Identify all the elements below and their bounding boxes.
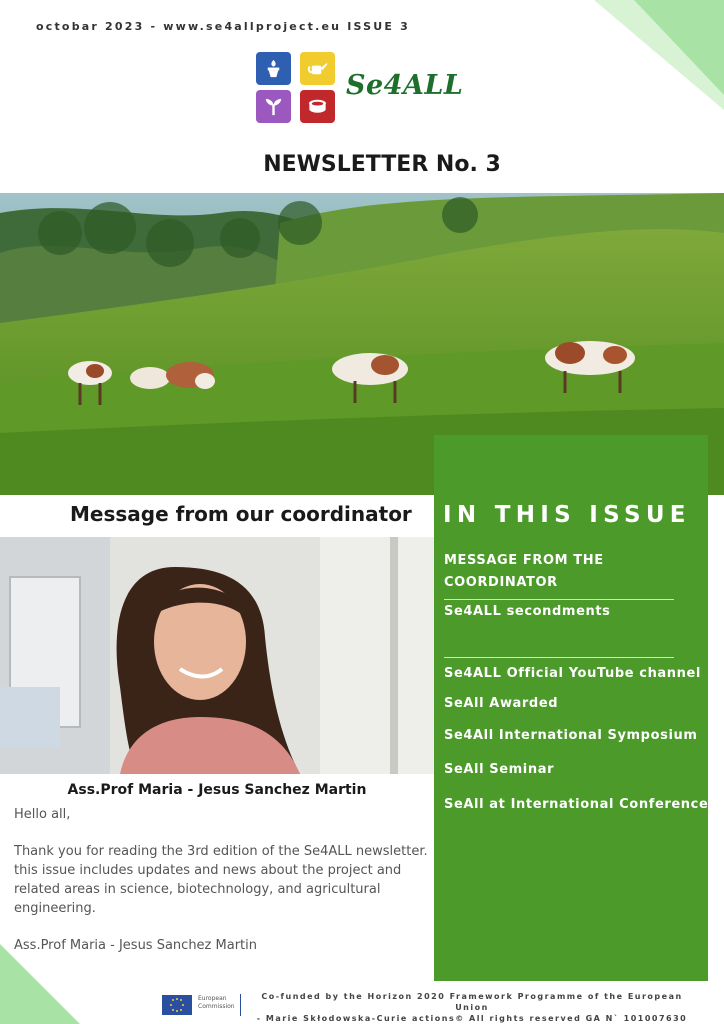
coordinator-photo — [0, 537, 434, 774]
eu-flag-icon — [162, 995, 192, 1015]
photo-caption: Ass.Prof Maria - Jesus Sanchez Martin — [67, 782, 367, 798]
issue-item-youtube: Se4ALL Official YouTube channel — [444, 666, 701, 681]
issue-item-awarded: SeAll Awarded — [444, 696, 559, 711]
separator — [444, 657, 674, 658]
greeting: Hello all, — [14, 807, 71, 822]
corner-decoration-top — [594, 0, 724, 110]
issue-item-message: MESSAGE FROM THE — [444, 553, 604, 568]
se4all-logo — [256, 52, 466, 126]
coordinator-message — [14, 805, 429, 973]
message-body: Thank you for reading the 3rd edition of the Se4ALL newsletter. this issue includes updates and news about the project and related areas in science, biotechnology, and agricultural engineering. — [14, 844, 428, 916]
eu-label-1: European — [198, 995, 227, 1002]
watering-can-icon — [300, 52, 335, 85]
footer-line-1: Co-funded by the Horizon 2020 Framework Programme of the European Union — [261, 992, 683, 1012]
issue-item-coordinator: COORDINATOR — [444, 575, 558, 590]
signature: Ass.Prof Maria - Jesus Sanchez Martin — [14, 938, 257, 953]
sprout-icon — [256, 90, 291, 123]
issue-item-symposium: Se4All International Symposium — [444, 728, 698, 743]
footer-credits — [252, 991, 692, 1024]
footer-line-2: - Marie Skłodowska-Curie actions© All rights reserved GA N` 101007630 — [256, 1014, 688, 1023]
cheese-icon — [300, 90, 335, 123]
newsletter-title: NEWSLETTER No. 3 — [263, 152, 501, 177]
issue-item-secondments: Se4ALL secondments — [444, 604, 611, 619]
eu-label-2: Commission — [198, 1003, 235, 1010]
issue-item-conference: SeAll at International Conference — [444, 797, 709, 812]
separator — [444, 599, 674, 600]
eu-commission-logo — [162, 994, 242, 1016]
issue-item-seminar: SeAll Seminar — [444, 762, 555, 777]
plant-pot-icon — [256, 52, 291, 85]
brand-name: Se4ALL — [346, 70, 464, 101]
issue-line: octobar 2023 - www.se4allproject.eu ISSUE 3 — [36, 20, 411, 33]
message-heading: Message from our coordinator — [70, 502, 412, 526]
panel-title: IN THIS ISSUE — [443, 502, 691, 528]
